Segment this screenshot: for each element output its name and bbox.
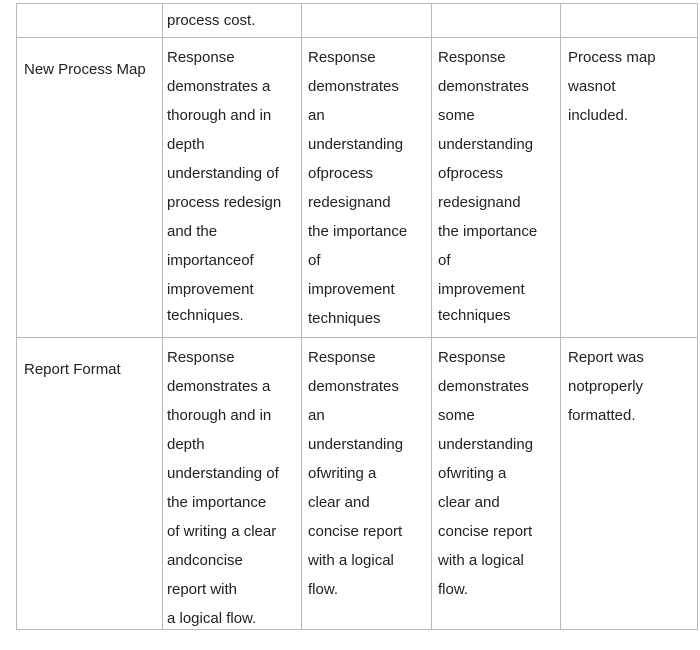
table-border-bottom <box>16 629 698 630</box>
cell-text-line: flow. <box>308 581 339 598</box>
cell-text-line: ofprocess <box>308 165 374 182</box>
cell-text-line: improvement <box>308 281 395 298</box>
cell-text-line: process cost. <box>167 12 256 29</box>
cell-text-line: of writing a clear <box>167 523 277 540</box>
cell-text-line: notproperly <box>568 378 644 395</box>
cell-text-line: with a logical <box>438 552 524 569</box>
row-divider <box>16 337 698 338</box>
cell-text-line: demonstrates <box>438 78 529 95</box>
row-label-text: New Process Map <box>24 61 146 78</box>
cell-text-line: redesignand <box>308 194 391 211</box>
cell-text-line: formatted. <box>568 407 636 424</box>
cell-text-line: with a logical <box>308 552 394 569</box>
cell-text-line: Process map <box>568 49 656 66</box>
cell-text-line: improvement <box>438 281 525 298</box>
cell-text-line: Response <box>308 49 376 66</box>
cell-text-line: understanding of <box>167 465 279 482</box>
cell-text-line: the importance <box>308 223 408 240</box>
cell-text-line: flow. <box>438 581 469 598</box>
cell-text-line: depth <box>167 436 205 453</box>
cell-text-line: of <box>438 252 451 269</box>
cell-text-line: thorough and in <box>167 407 272 424</box>
cell-text-line: demonstrates <box>308 78 399 95</box>
cell-text-line: wasnot <box>568 78 616 95</box>
cell-text-line: demonstrates a <box>167 378 271 395</box>
cell-text-line: techniques. <box>167 307 244 324</box>
row-divider <box>16 37 698 38</box>
cell-text-line: demonstrates a <box>167 78 271 95</box>
cell-text-line: an <box>308 407 325 424</box>
cell-text-line: the importance <box>438 223 538 240</box>
cell-text-line: Report was <box>568 349 644 366</box>
column-divider <box>560 3 561 630</box>
cell-text-line: some <box>438 107 475 124</box>
cell-text-line: the importance <box>167 494 267 511</box>
cell-text-line: concise report <box>308 523 403 540</box>
cell-text-line: demonstrates <box>308 378 399 395</box>
cell-text-line: understanding <box>438 436 534 453</box>
cell-text-line: andconcise <box>167 552 243 569</box>
cell-text-line: included. <box>568 107 629 124</box>
cell-text-line: Response <box>167 349 235 366</box>
table-border-left <box>16 3 17 630</box>
cell-text-line: understanding <box>308 436 404 453</box>
cell-text-line: and the <box>167 223 218 240</box>
column-divider <box>301 3 302 630</box>
cell-text-line: of <box>308 252 321 269</box>
cell-text-line: ofprocess <box>438 165 504 182</box>
cell-text-line: improvement <box>167 281 254 298</box>
cell-text-line: clear and <box>438 494 500 511</box>
cell-text-line: techniques <box>308 310 381 327</box>
cell-text-line: Response <box>438 49 506 66</box>
table-border-top <box>16 3 698 4</box>
cell-text-line: some <box>438 407 475 424</box>
cell-text-line: ofwriting a <box>438 465 507 482</box>
column-divider <box>162 3 163 630</box>
row-label-text: Report Format <box>24 361 121 378</box>
cell-text-line: Response <box>308 349 376 366</box>
cell-text-line: Response <box>438 349 506 366</box>
cell-text-line: concise report <box>438 523 533 540</box>
cell-text-line: redesignand <box>438 194 521 211</box>
cell-text-line: understanding <box>308 136 404 153</box>
table-border-right <box>697 3 698 630</box>
column-divider <box>431 3 432 630</box>
cell-text-line: thorough and in <box>167 107 272 124</box>
cell-text-line: techniques <box>438 307 511 324</box>
cell-text-line: understanding of <box>167 165 279 182</box>
cell-text-line: demonstrates <box>438 378 529 395</box>
cell-text-line: report with <box>167 581 238 598</box>
cell-text-line: depth <box>167 136 205 153</box>
cell-text-line: ofwriting a <box>308 465 377 482</box>
cell-text-line: clear and <box>308 494 370 511</box>
cell-text-line: an <box>308 107 325 124</box>
cell-text-line: process redesign <box>167 194 282 211</box>
cell-text-line: a logical flow. <box>167 610 257 627</box>
cell-text-line: understanding <box>438 136 534 153</box>
cell-text-line: Response <box>167 49 235 66</box>
cell-text-line: importanceof <box>167 252 254 269</box>
